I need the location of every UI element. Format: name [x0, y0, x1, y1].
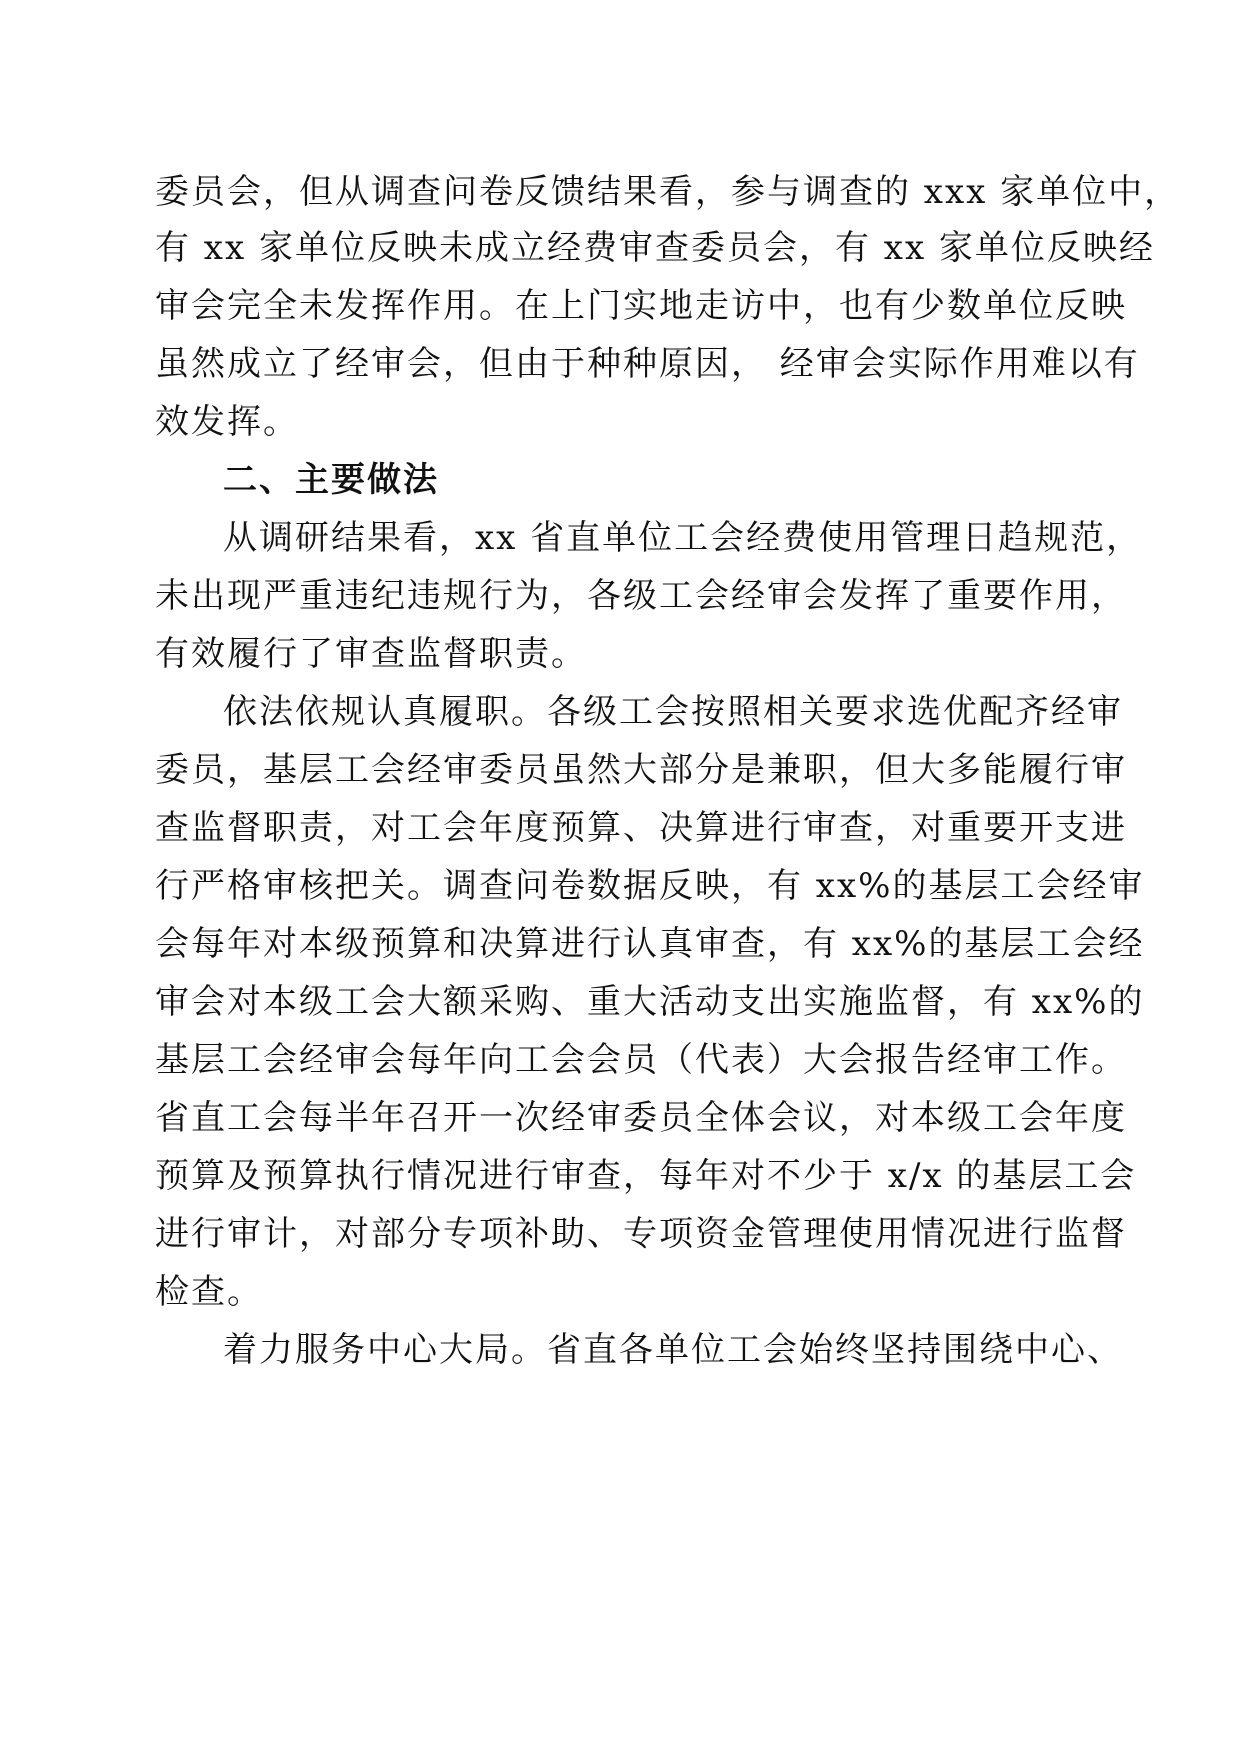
text-line: 效发挥。: [155, 402, 299, 442]
text-line: 查监督职责，对工会年度预算、决算进行审查，对重要开支进: [155, 808, 1127, 848]
text-line: 从调研结果看，xx 省直单位工会经费使用管理日趋规范，: [223, 518, 1143, 558]
text-line: 行严格审核把关。调查问卷数据反映，有 xx%的基层工会经审: [155, 866, 1145, 906]
text-line: 预算及预算执行情况进行审查，每年对不少于 x/x 的基层工会: [155, 1156, 1137, 1196]
text-line: 检查。: [155, 1272, 263, 1312]
text-line: 未出现严重违纪违规行为，各级工会经审会发挥了重要作用，: [155, 576, 1127, 616]
text-line: 有 xx 家单位反映未成立经费审查委员会，有 xx 家单位反映经: [155, 228, 1155, 268]
text-line: 有效履行了审查监督职责。: [155, 634, 587, 674]
text-line: 着力服务中心大局。省直各单位工会始终坚持围绕中心、: [223, 1330, 1123, 1370]
section-heading: 二、主要做法: [223, 460, 439, 500]
text-line: 审会对本级工会大额采购、重大活动支出实施监督，有 xx%的: [155, 982, 1145, 1022]
text-line: 基层工会经审会每年向工会会员（代表）大会报告经审工作。: [155, 1040, 1127, 1080]
text-line: 省直工会每半年召开一次经审委员全体会议，对本级工会年度: [155, 1098, 1127, 1138]
text-line: 依法依规认真履职。各级工会按照相关要求选优配齐经审: [223, 692, 1123, 732]
text-line: 虽然成立了经审会，但由于种种原因， 经审会实际作用难以有: [155, 344, 1140, 384]
text-line: 委员，基层工会经审委员虽然大部分是兼职，但大多能履行审: [155, 750, 1127, 790]
text-line: 进行审计，对部分专项补助、专项资金管理使用情况进行监督: [155, 1214, 1127, 1254]
text-line: 会每年对本级预算和决算进行认真审查，有 xx%的基层工会经: [155, 924, 1145, 964]
text-line: 审会完全未发挥作用。在上门实地走访中，也有少数单位反映: [155, 286, 1127, 326]
text-line: 委员会，但从调查问卷反馈结果看，参与调查的 xxx 家单位中，: [155, 172, 1181, 212]
